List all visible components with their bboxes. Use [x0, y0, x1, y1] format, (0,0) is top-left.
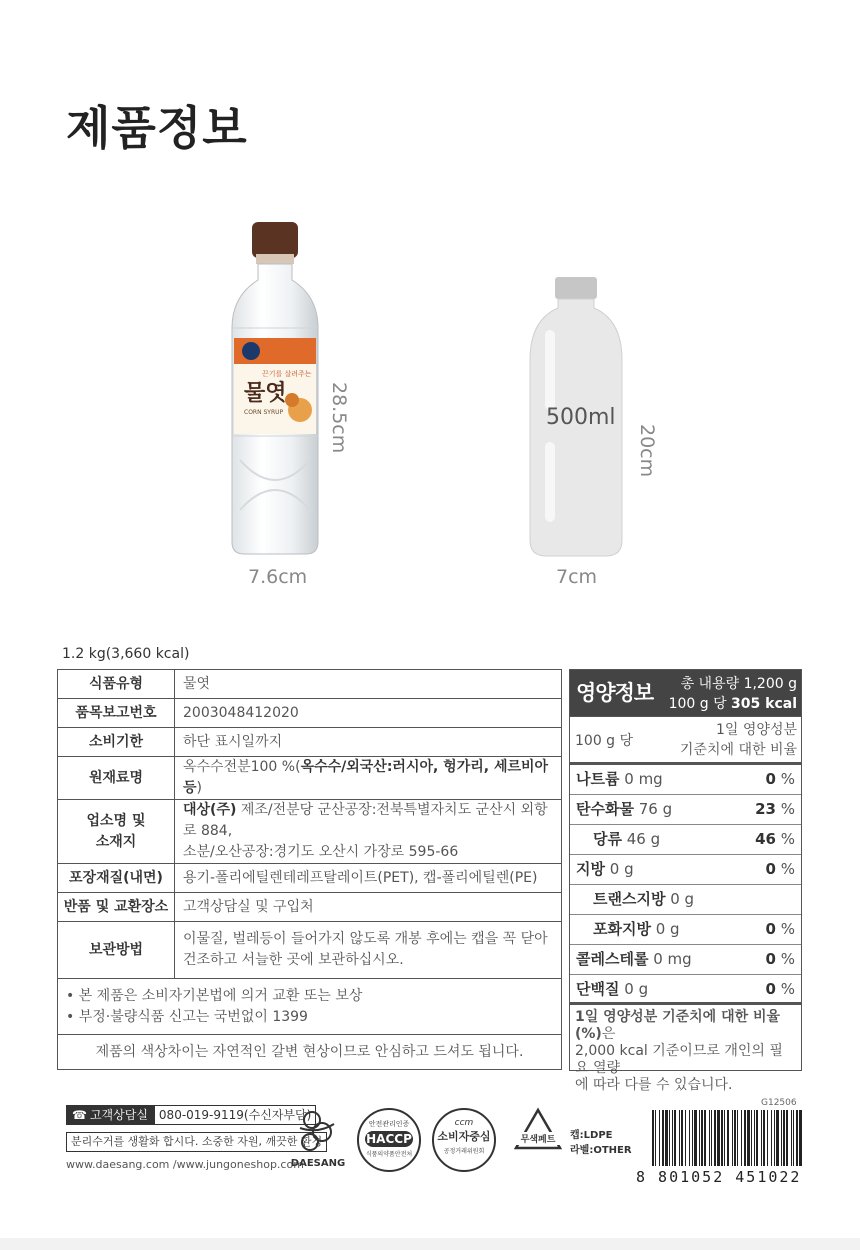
ccm-text: 소비자중심 [437, 1130, 491, 1143]
daesang-logo [290, 1108, 346, 1168]
nutrient-amount: 0 g [665, 890, 695, 908]
ccm-bottom-text: 공정거래위원회 [443, 1148, 485, 1155]
label-english: CORN SYRUP [244, 409, 284, 416]
ingredient-origin: 옥수수/외국산:러시아, 헝가리, 세르비아 등 [183, 759, 549, 796]
info-value: 2003048412020 [175, 699, 562, 728]
nutrient-pct [766, 855, 795, 884]
nutrient-row-protein [570, 975, 801, 1005]
nutrient-label [593, 915, 680, 944]
nutrition-basis [570, 717, 801, 765]
material-info [570, 1128, 632, 1158]
pct-unit: % [775, 860, 795, 878]
bottle-width-label: 7.6cm [248, 566, 308, 588]
per-prefix: 100 g 당 [668, 696, 732, 712]
nutrition-panel [569, 669, 802, 1093]
basis-right-line1: 1일 영양성분 [716, 722, 797, 738]
table-row [58, 864, 562, 893]
nutrition-footnote [570, 1005, 801, 1094]
info-key: 품목보고번호 [58, 699, 175, 728]
note-line: • 부정·불량식품 신고는 국번없이 1399 [66, 1008, 308, 1025]
info-value [175, 757, 562, 800]
nutrient-amount: 76 g [633, 800, 673, 818]
daesang-logo-text: DAESANG [290, 1158, 346, 1169]
nutrient-label [576, 945, 692, 974]
compare-height-label: 20cm [636, 424, 658, 478]
nutrition-header [570, 670, 801, 717]
nutrient-label [593, 825, 660, 854]
info-value [175, 922, 562, 979]
nutrition-title: 영양정보 [576, 681, 654, 705]
basis-right-line2: 기준치에 대한 비율 [679, 742, 797, 758]
info-value: 하단 표시일까지 [175, 728, 562, 757]
product-info-table [57, 669, 562, 1035]
info-key-line2: 소재지 [95, 833, 137, 850]
nutrient-name: 당류 [593, 830, 622, 848]
haccp-bottom-text: 식품의약품안전처 [365, 1151, 413, 1158]
recycle-mark [512, 1106, 564, 1166]
nutrient-row-sat-fat [570, 915, 801, 945]
nutrient-pct [766, 945, 795, 974]
material-label: 라벨:OTHER [570, 1145, 632, 1156]
compare-width-label: 7cm [556, 566, 598, 588]
note-line: • 본 제품은 소비자기본법에 의거 교환 또는 보상 [66, 987, 363, 1004]
ccm-top-text: ccm [454, 1118, 474, 1128]
info-key: 식품유형 [58, 670, 175, 699]
daesang-logo-mark [290, 1108, 346, 1154]
cs-label-text: 고객상담실 [89, 1108, 148, 1122]
pct-value: 0 [765, 770, 776, 788]
haccp-text: HACCP [366, 1132, 412, 1146]
table-row [58, 728, 562, 757]
pct-unit: % [775, 770, 795, 788]
basis-right [660, 717, 801, 762]
info-key: 반품 및 교환장소 [58, 893, 175, 922]
nutrient-pct [755, 825, 795, 854]
table-row [58, 670, 562, 699]
nutrient-label [593, 885, 694, 914]
kcal-value: 305 kcal [731, 696, 797, 712]
nutrient-name: 콜레스테롤 [576, 950, 649, 968]
pct-value: 23 [755, 800, 776, 818]
table-row [58, 699, 562, 728]
nutrient-label [576, 975, 648, 1002]
table-row [58, 800, 562, 864]
pct-value: 0 [765, 980, 776, 998]
recycle-mark-text: 무색페트 [514, 1132, 562, 1145]
nutrient-row-sodium [570, 765, 801, 795]
nutrient-row-fat [570, 855, 801, 885]
haccp-top-text: 안전관리인증 [368, 1120, 410, 1128]
storage-line2: 건조하고 서늘한 곳에 보관하십시오. [183, 952, 404, 968]
barcode-number: 8 801052 451022 [636, 1168, 802, 1186]
nutrient-pct [755, 795, 795, 824]
nutrient-amount: 0 g [604, 860, 634, 878]
footer [0, 1090, 860, 1190]
phone-icon: ☎ [72, 1108, 87, 1122]
nutrient-amount: 0 mg [619, 770, 663, 788]
page-title: 제품정보 [66, 101, 248, 155]
info-key: 보관방법 [58, 922, 175, 979]
pct-unit: % [775, 830, 795, 848]
cs-number: 080-019-9119(수신자부담) [154, 1105, 316, 1125]
nutrient-name: 나트륨 [576, 770, 620, 788]
storage-line1: 이물질, 벌레등이 들어가지 않도록 개봉 후에는 캡을 꼭 닫아 [183, 931, 548, 947]
info-key-line1: 업소명 및 [86, 812, 146, 829]
lot-code: G12506 [761, 1098, 797, 1108]
info-value: 물엿 [175, 670, 562, 699]
nutrient-name: 지방 [576, 860, 605, 878]
table-row [58, 893, 562, 922]
info-value [175, 800, 562, 864]
nutrient-pct [766, 765, 795, 794]
pct-value: 46 [755, 830, 776, 848]
label-tagline: 끈기를 살려주는 [262, 370, 312, 378]
nutrient-amount: 46 g [621, 830, 661, 848]
pct-value: 0 [765, 860, 776, 878]
total-volume: 총 내용량 1,200 g [680, 676, 797, 692]
website-links: www.daesang.com /www.jungoneshop.com [66, 1158, 304, 1171]
footnote-line2: 2,000 kcal 기준이므로 개인의 필요 열량 [575, 1043, 783, 1076]
address-line1: 제조/전분당 군산공장:전북특별자치도 군산시 외항로 884, [183, 802, 548, 839]
nutrition-total [666, 670, 801, 716]
compare-volume: 500ml [546, 405, 616, 430]
barcode [652, 1110, 802, 1170]
nutrient-name: 포화지방 [593, 920, 651, 938]
nutrient-row-carbs [570, 795, 801, 825]
nutrient-amount: 0 g [650, 920, 680, 938]
nutrient-row-cholesterol [570, 945, 801, 975]
info-value: 용기-폴리에틸렌테레프탈레이트(PET), 캡-폴리에틸렌(PE) [175, 864, 562, 893]
info-notes [58, 979, 562, 1035]
ingredient-plain: 옥수수전분100 %( [183, 759, 301, 775]
bottle-height-label: 28.5cm [328, 382, 350, 454]
product-visual [0, 210, 860, 600]
basis-left: 100 g 당 [575, 733, 634, 749]
net-content: 1.2 kg(3,660 kcal) [62, 646, 190, 662]
pct-unit: % [775, 980, 795, 998]
nutrient-row-trans-fat [570, 885, 801, 915]
recycle-message: 분리수거를 생활화 합시다. 소중한 자원, 깨끗한 환경 [66, 1132, 327, 1152]
table-row [58, 757, 562, 800]
nutrient-row-sugars [570, 825, 801, 855]
info-key [58, 800, 175, 864]
company-name: 대상(주) [183, 802, 237, 818]
nutrient-label [576, 765, 663, 794]
nutrient-label [576, 795, 672, 824]
material-cap: 캡:LDPE [570, 1130, 613, 1141]
haccp-logo [357, 1108, 421, 1172]
footnote-rest: 은 [601, 1026, 616, 1042]
nutrient-name: 탄수화물 [576, 800, 634, 818]
info-value: 고객상담실 및 구입처 [175, 893, 562, 922]
bottom-bar [0, 1238, 860, 1250]
cs-label [66, 1105, 154, 1125]
address-line2: 소분/오산공장:경기도 오산시 가장로 595-66 [183, 844, 459, 860]
per-100g-kcal [666, 694, 797, 714]
nutrient-pct [766, 915, 795, 944]
info-key: 소비기한 [58, 728, 175, 757]
pct-unit: % [775, 800, 795, 818]
ingredient-end: ) [196, 780, 202, 796]
table-row [58, 922, 562, 979]
info-key: 원재료명 [58, 757, 175, 800]
color-notice: 제품의 색상차이는 자연적인 갈변 현상이므로 안심하고 드셔도 됩니다. [57, 1034, 562, 1070]
customer-service [66, 1105, 316, 1125]
table-row [58, 979, 562, 1035]
product-bottle-image [0, 210, 860, 600]
pct-value: 0 [765, 920, 776, 938]
footnote-line3: 에 따라 다를 수 있습니다. [575, 1077, 733, 1093]
info-key: 포장재질(내면) [58, 864, 175, 893]
ccm-logo [432, 1108, 496, 1172]
pct-value: 0 [765, 950, 776, 968]
footnote-bold: 1일 영양성분 기준치에 대한 비율(%) [575, 1009, 781, 1042]
pct-unit: % [775, 950, 795, 968]
nutrient-name: 트랜스지방 [593, 890, 666, 908]
nutrient-pct [766, 975, 795, 1002]
nutrient-amount: 0 g [619, 980, 649, 998]
nutrient-amount: 0 mg [648, 950, 692, 968]
pct-unit: % [775, 920, 795, 938]
nutrient-name: 단백질 [576, 980, 620, 998]
nutrient-label [576, 855, 634, 884]
label-product-name: 물엿 [244, 381, 287, 406]
